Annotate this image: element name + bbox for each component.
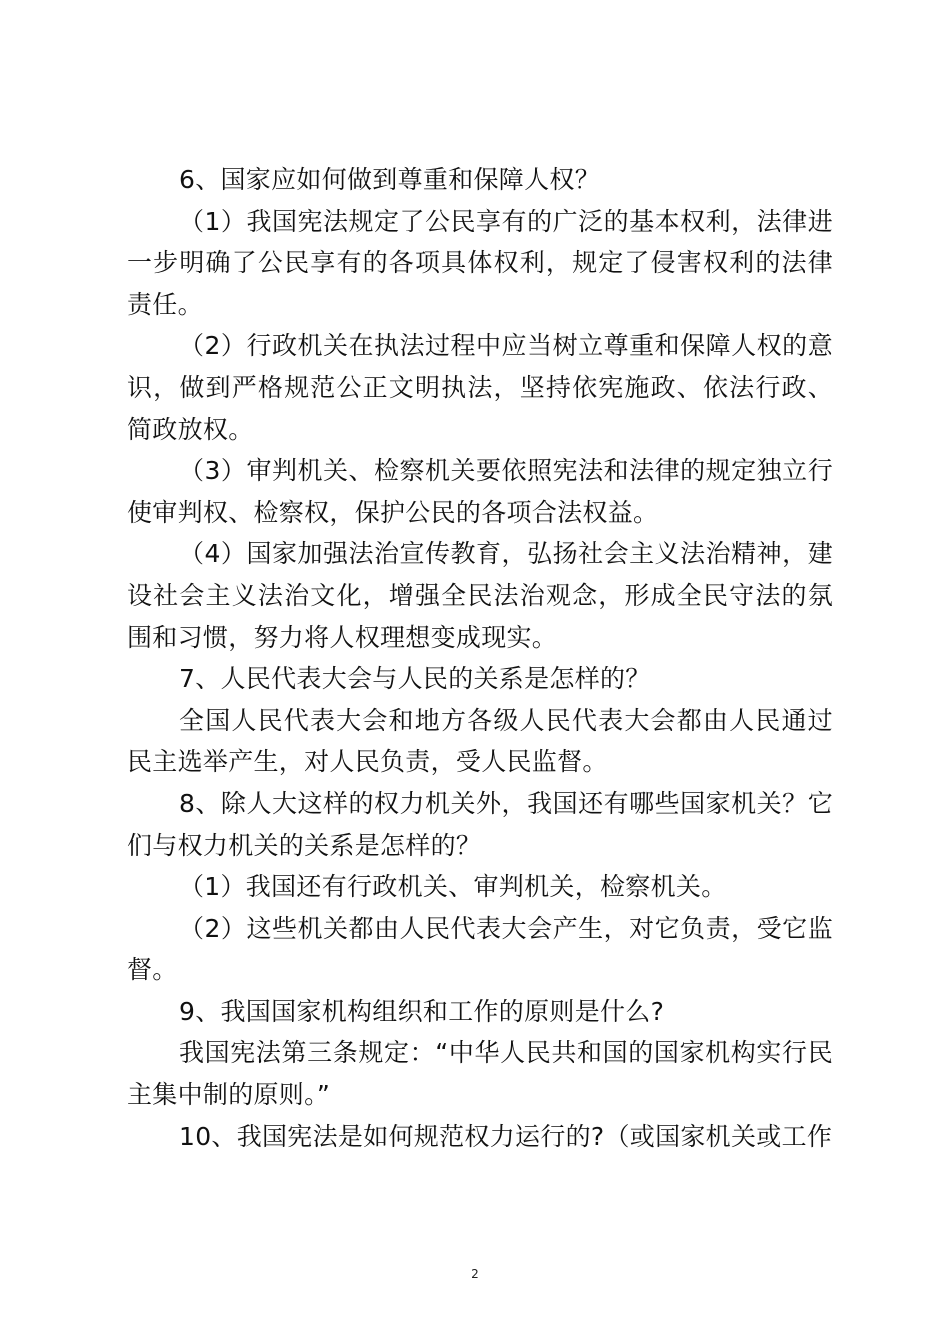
answer-6-point-3: （3）审判机关、检察机关要依照宪法和法律的规定独立行使审判权、检察权，保护公民的各项合法权益。 [127,456,833,527]
answer-6-point-2: （2）行政机关在执法过程中应当树立尊重和保障人权的意识，做到严格规范公正文明执法，坚持依宪施政、依法行政、简政放权。 [127,331,833,444]
question-10-heading: 10、我国宪法是如何规范权力运行的?（或国家机关或工作 [179,1121,833,1151]
question-6-heading: 6、国家应如何做到尊重和保障人权？ [179,165,601,194]
answer-6-point-1: （1）我国宪法规定了公民享有的广泛的基本权利，法律进一步明确了公民享有的各项具体权利，规定了侵害权利的法律责任。 [127,206,833,319]
answer-8-point-1: （1）我国还有行政机关、审判机关，检察机关。 [179,872,727,902]
answer-9: 我国宪法第三条规定：“中华人民共和国的国家机构实行民主集中制的原则。” [127,1038,833,1110]
document-body [127,159,833,1157]
answer-7: 全国人民代表大会和地方各级人民代表大会都由人民通过民主选举产生，对人民负责，受人民监督。 [127,705,833,777]
answer-6-point-4: （4）国家加强法治宣传教育，弘扬社会主义法治精神，建设社会主义法治文化，增强全民法治观念，形成全民守法的氛围和习惯，努力将人权理想变成现实。 [127,539,833,652]
question-8-heading: 8、除人大这样的权力机关外，我国还有哪些国家机关？它们与权力机关的关系是怎样的？ [127,788,833,860]
answer-8-point-2: （2）这些机关都由人民代表大会产生，对它负责，受它监督。 [127,913,833,985]
question-9-heading: 9、我国国家机构组织和工作的原则是什么? [179,996,665,1026]
page-number: 2 [471,1267,479,1281]
question-7-heading: 7、人民代表大会与人民的关系是怎样的？ [179,664,651,694]
